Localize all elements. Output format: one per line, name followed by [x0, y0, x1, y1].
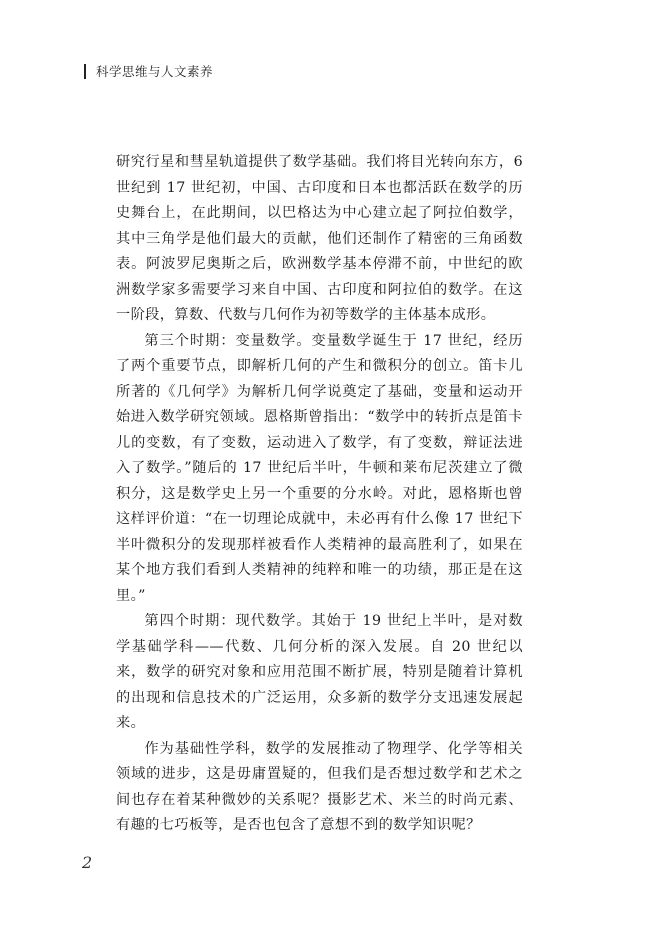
- page-number: 2: [82, 853, 93, 872]
- paragraph-third-period: 第三个时期：变量数学。变量数学诞生于 17 世纪，经历了两个重要节点，即解析几何的产生和微积分的创立。笛卡儿所著的《几何学》为解析几何学说奠定了基础，变量和运动开始进入数学研究领域。恩格斯曾指出：“数学中的转折点是笛卡儿的变数，有了变数，运动进入了数学，有了变数，辩证法进入了数学。”随后的 17 世纪后半叶，牛顿和莱布尼茨建立了微积分，这是数学史上另一个重要的分水岭。对此，恩格斯也曾这样评价道：“在一切理论成就中，未必再有什么像 17 世纪下半叶微积分的发现那样被看作人类精神的最高胜利了，如果在某个地方我们看到人类精神的纯粹和唯一的功绩，那正是在这里。”: [116, 332, 523, 604]
- paragraph-fourth-period: 第四个时期：现代数学。其始于 19 世纪上半叶，是对数学基础学科——代数、几何分析的深入发展。自 20 世纪以来，数学的研究对象和应用范围不断扩展，特别是随着计算机的出现和信息技术的广泛运用，众多新的数学分支迅速发展起来。: [116, 613, 523, 731]
- body-text: [116, 150, 523, 839]
- paragraph-continuation: 研究行星和彗星轨道提供了数学基础。我们将目光转向东方，6 世纪到 17 世纪初，中国、古印度和日本也都活跃在数学的历史舞台上，在此期间，以巴格达为中心建立起了阿拉伯数学，其中三角学是他们最大的贡献，他们还制作了精密的三角函数表。阿波罗尼奥斯之后，欧洲数学基本停滞不前，中世纪的欧洲数学家多需要学习来自中国、古印度和阿拉伯的数学。在这一阶段，算数、代数与几何作为初等数学的主体基本成形。: [116, 154, 523, 323]
- header-divider-bar: [84, 64, 86, 79]
- running-header-title: 科学思维与人文素养: [96, 64, 214, 79]
- paragraph-math-and-art: 作为基础性学科，数学的发展推动了物理学、化学等相关领域的进步，这是毋庸置疑的，但我们是否想过数学和艺术之间也存在着某种微妙的关系呢？摄影艺术、米兰的时尚元素、有趣的七巧板等，是否也包含了意想不到的数学知识呢？: [116, 740, 523, 833]
- running-header: [84, 62, 213, 80]
